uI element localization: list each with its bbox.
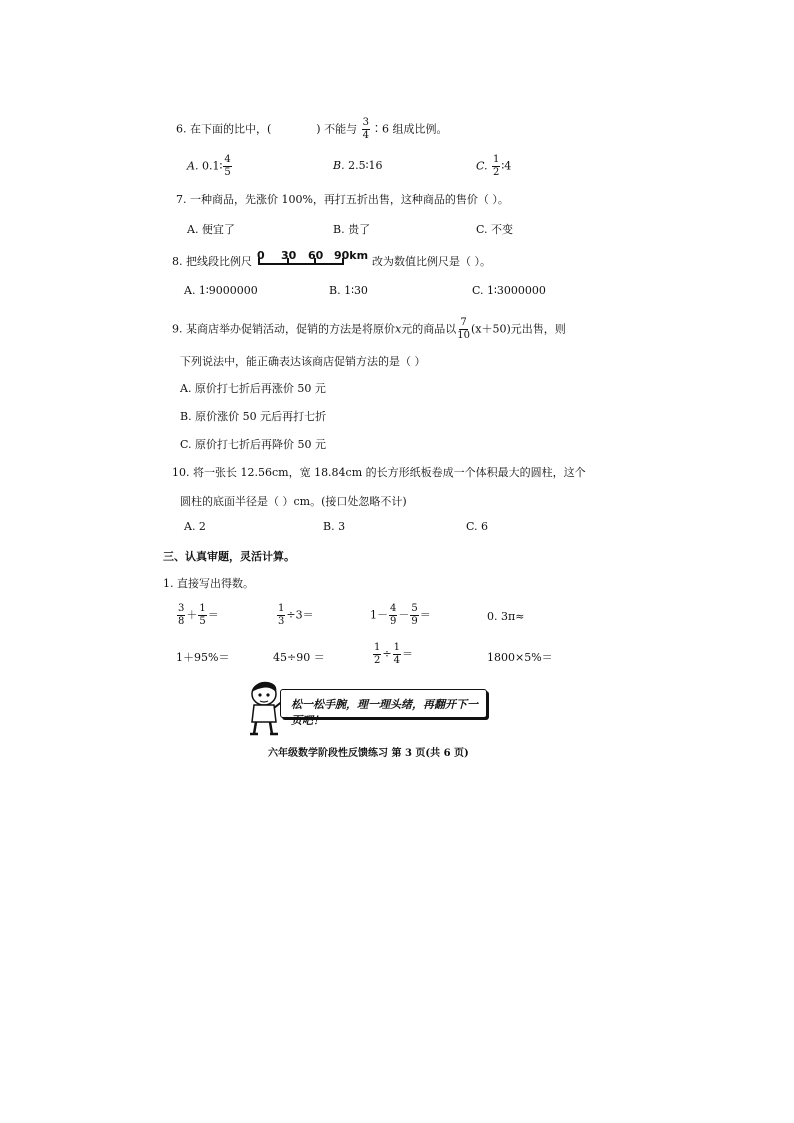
question-6-option-a: A. 0.1∶ $\frac{4}{5}$ xyxy=(187,154,231,178)
banner-text: 松一松手腕，理一理头绪，再翻开下一页吧！ xyxy=(291,698,478,727)
calc-item: 45÷90 ＝ xyxy=(273,651,325,664)
fraction-seven-tenths: $\frac{7}{10}$ xyxy=(457,317,470,341)
question-8-option-a: A. 1∶9000000 xyxy=(184,284,258,297)
question-8-stem-start: 8. 把线段比例尺 xyxy=(172,255,252,268)
question-9-option-b: B. 原价涨价 50 元后再打七折 xyxy=(180,410,327,423)
calc-item: 1＋95%＝ xyxy=(176,651,230,664)
calc-item: 1800×5%＝ xyxy=(487,651,553,664)
question-6-option-c: C. $\frac{1}{2}$ ∶4 xyxy=(476,154,512,178)
scale-line xyxy=(258,263,344,265)
question-8-option-c: C. 1∶3000000 xyxy=(472,284,546,297)
scale-label: 30 xyxy=(281,249,297,262)
section-3-subheading: 1. 直接写出得数。 xyxy=(163,577,254,590)
question-10-stem: 10. 将一张长 12.56cm，宽 18.84cm 的长方形纸板卷成一个体积最大的圆柱，这个 xyxy=(172,466,586,479)
scale-label: 90km xyxy=(334,249,369,262)
calc-item: 0. 3π≈ xyxy=(487,610,525,623)
calc-item: 1－ $\frac{4}{9}$ － $\frac{5}{9}$ ＝ xyxy=(370,603,431,627)
question-7-option-c: C. 不变 xyxy=(476,223,514,236)
question-10-option-b: B. 3 xyxy=(323,520,346,533)
line-segment-scale xyxy=(258,249,368,271)
question-6-option-b: B. 2.5∶16 xyxy=(333,159,383,172)
calc-item: $\frac{1}{2}$ ÷ $\frac{1}{4}$ ＝ xyxy=(374,642,413,666)
question-8-option-b: B. 1∶30 xyxy=(329,284,368,297)
calc-item: $\frac{3}{8}$ ＋ $\frac{1}{5}$ ＝ xyxy=(178,603,219,627)
page-footer: 六年级数学阶段性反馈练习 第 3 页(共 6 页) xyxy=(268,748,469,759)
question-7-option-a: A. 便宜了 xyxy=(187,223,235,236)
encouragement-banner xyxy=(280,689,487,727)
question-9-option-a: A. 原价打七折后再涨价 50 元 xyxy=(180,382,326,395)
question-7-option-b: B. 贵了 xyxy=(333,223,371,236)
question-9-option-c: C. 原价打七折后再降价 50 元 xyxy=(180,438,327,451)
question-8-stem-end: 改为数值比例尺是（ ）。 xyxy=(372,255,491,268)
question-10-stem-line2: 圆柱的底面半径是（ ）cm。(接口处忽略不计) xyxy=(180,495,407,508)
fraction-three-quarters: $\frac{3}{4}$ xyxy=(362,117,369,141)
question-10-option-c: C. 6 xyxy=(466,520,489,533)
scale-label: 0 xyxy=(257,249,265,262)
calc-item: $\frac{1}{3}$ ÷3＝ xyxy=(278,603,314,627)
question-6-stem: 6. 在下面的比中，( ) 不能与 $\frac{3}{4}$ ∶6 组成比例。 xyxy=(176,117,448,141)
question-9-stem-line2: 下列说法中，能正确表达该商店促销方法的是（ ） xyxy=(180,355,426,368)
scale-label: 60 xyxy=(308,249,324,262)
question-7-stem: 7. 一种商品，先涨价 100%，再打五折出售，这种商品的售价（ ）。 xyxy=(176,193,509,206)
question-9-stem: 9. 某商店举办促销活动，促销的方法是将原价x元的商品以 $\frac{7}{10}$ (x＋50)元出售，则 xyxy=(172,317,566,341)
section-3-heading: 三、认真审题，灵活计算。 xyxy=(163,550,295,563)
question-10-option-a: A. 2 xyxy=(184,520,206,533)
